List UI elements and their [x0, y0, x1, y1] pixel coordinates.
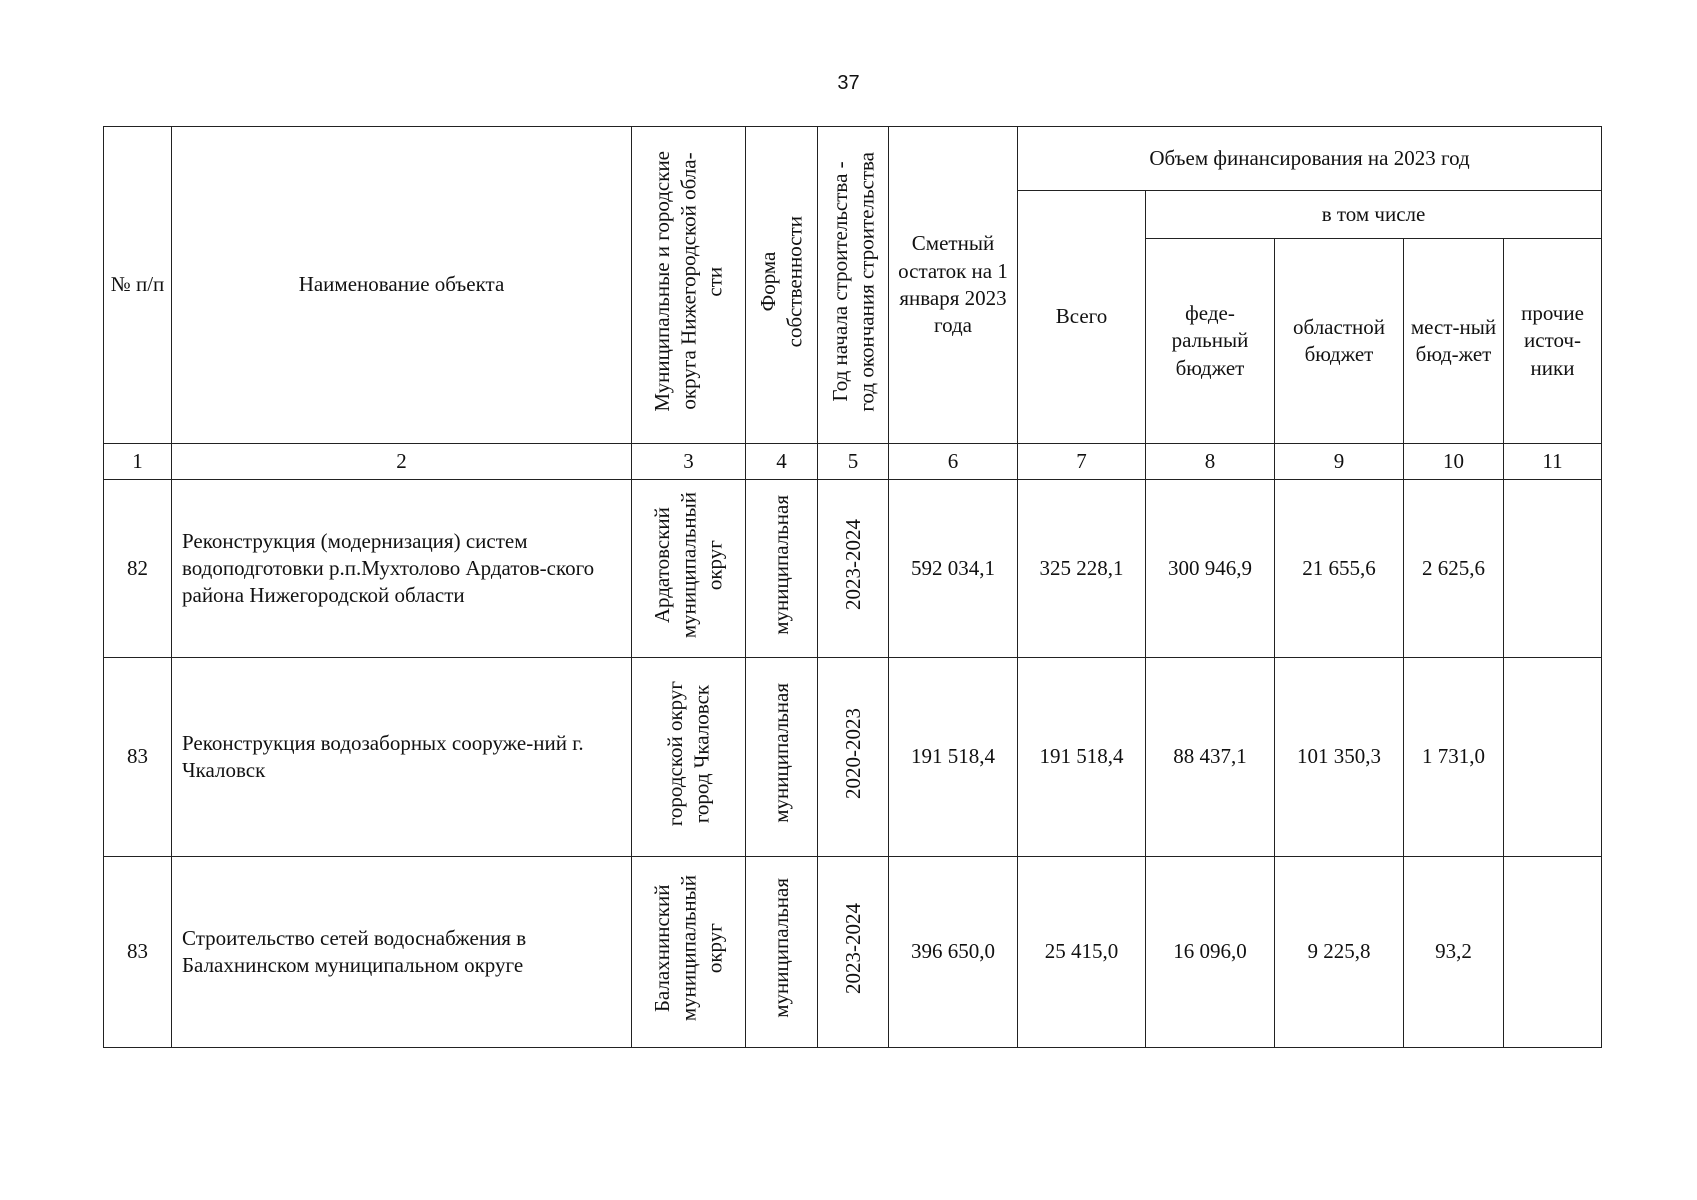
header-row	[104, 127, 1602, 191]
table-row	[104, 480, 1602, 658]
cell-federal: 300 946,9	[1146, 480, 1275, 658]
cell-ownership: муниципальная	[746, 658, 818, 857]
column-number: 1	[104, 444, 172, 480]
table-row	[104, 857, 1602, 1048]
column-number: 9	[1275, 444, 1404, 480]
cell-total: 25 415,0	[1018, 857, 1146, 1048]
cell-other	[1504, 480, 1602, 658]
column-number: 3	[632, 444, 746, 480]
column-number: 6	[889, 444, 1018, 480]
cell-total: 191 518,4	[1018, 658, 1146, 857]
cell-other	[1504, 658, 1602, 857]
cell-estimate: 396 650,0	[889, 857, 1018, 1048]
cell-regional: 21 655,6	[1275, 480, 1404, 658]
header-financing: Объем финансирования на 2023 год	[1018, 127, 1602, 191]
cell-total: 325 228,1	[1018, 480, 1146, 658]
cell-federal: 88 437,1	[1146, 658, 1275, 857]
header-municipality: Муниципальные и городские округа Нижегородской обла- сти	[632, 127, 746, 444]
cell-other	[1504, 857, 1602, 1048]
cell-local: 1 731,0	[1404, 658, 1504, 857]
column-number: 7	[1018, 444, 1146, 480]
column-number: 5	[818, 444, 889, 480]
column-number: 10	[1404, 444, 1504, 480]
cell-years: 2023-2024	[818, 480, 889, 658]
column-number: 8	[1146, 444, 1275, 480]
cell-ownership: муниципальная	[746, 480, 818, 658]
cell-local: 93,2	[1404, 857, 1504, 1048]
cell-years: 2020-2023	[818, 658, 889, 857]
cell-regional: 9 225,8	[1275, 857, 1404, 1048]
header-total: Всего	[1018, 191, 1146, 444]
cell-num: 83	[104, 857, 172, 1048]
header-ownership: Форма собственности	[746, 127, 818, 444]
column-number: 2	[172, 444, 632, 480]
header-including: в том числе	[1146, 191, 1602, 239]
column-number: 4	[746, 444, 818, 480]
header-years: Год начала строительства - год окончания строительства	[818, 127, 889, 444]
cell-num: 82	[104, 480, 172, 658]
cell-years: 2023-2024	[818, 857, 889, 1048]
header-local: мест-ный бюд-жет	[1404, 239, 1504, 444]
financing-table	[103, 126, 1602, 1048]
cell-regional: 101 350,3	[1275, 658, 1404, 857]
table-row	[104, 658, 1602, 857]
header-regional: областной бюджет	[1275, 239, 1404, 444]
header-estimate: Сметный остаток на 1 января 2023 года	[889, 127, 1018, 444]
column-number-row	[104, 444, 1602, 480]
cell-name: Строительство сетей водоснабжения в Балахнинском муниципальном округе	[172, 857, 632, 1048]
cell-num: 83	[104, 658, 172, 857]
cell-municipality: Ардатовский муниципальный округ	[632, 480, 746, 658]
header-name: Наименование объекта	[172, 127, 632, 444]
column-number: 11	[1504, 444, 1602, 480]
cell-federal: 16 096,0	[1146, 857, 1275, 1048]
cell-municipality: Балахнинский муниципальный округ	[632, 857, 746, 1048]
cell-local: 2 625,6	[1404, 480, 1504, 658]
header-other: прочие источ-ники	[1504, 239, 1602, 444]
cell-estimate: 191 518,4	[889, 658, 1018, 857]
cell-ownership: муниципальная	[746, 857, 818, 1048]
header-federal: феде-ральный бюджет	[1146, 239, 1275, 444]
cell-name: Реконструкция водозаборных сооруже-ний г. Чкаловск	[172, 658, 632, 857]
cell-name: Реконструкция (модернизация) систем водоподготовки р.п.Мухтолово Ардатов-ского района Нижегородской области	[172, 480, 632, 658]
page-number: 37	[837, 72, 860, 94]
cell-estimate: 592 034,1	[889, 480, 1018, 658]
header-num: № п/п	[104, 127, 172, 444]
cell-municipality: городской округ город Чкаловск	[632, 658, 746, 857]
